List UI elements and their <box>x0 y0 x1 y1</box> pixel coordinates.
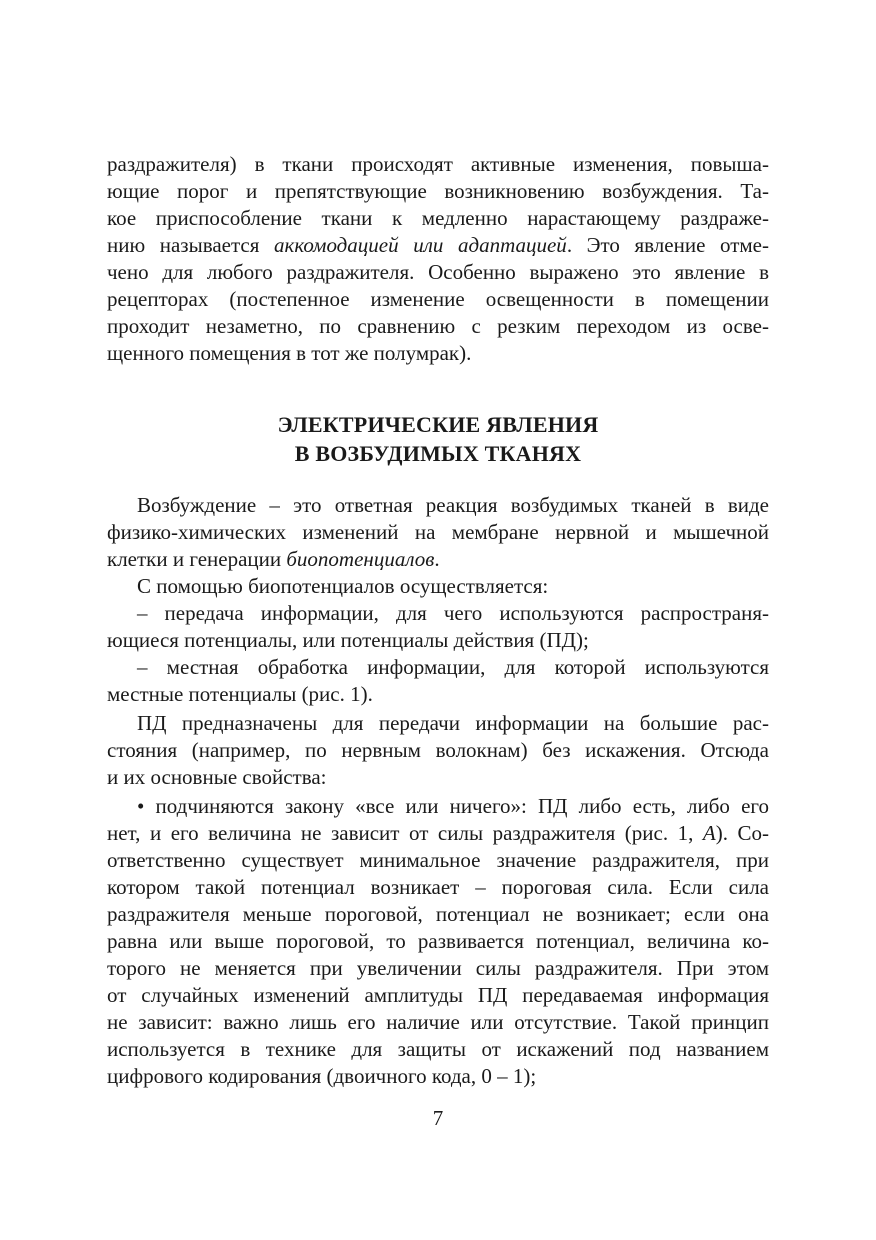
paragraph-line: котором такой потенциал возникает – пороговая сила. Если сила <box>107 875 769 899</box>
paragraph-line: Возбуждение – это ответная реакция возбудимых тканей в виде <box>137 493 769 517</box>
italic-term: А <box>702 821 716 845</box>
paragraph-line: рецепторах (постепенное изменение освещенности в помещении <box>107 287 769 311</box>
paragraph-line: используется в технике для защиты от искажений под названием <box>107 1037 769 1061</box>
paragraph-line: раздражителя меньше пороговой, потенциал не возникает; если она <box>107 902 769 926</box>
paragraph-line: С помощью биопотенциалов осуществляется: <box>137 574 549 598</box>
list-item-line: ющиеся потенциалы, или потенциалы действия (ПД); <box>107 628 589 652</box>
paragraph-line: торого не меняется при увеличении силы раздражителя. При этом <box>107 956 769 980</box>
text-span: клетки и генерации <box>107 547 287 571</box>
text-span: ). Со- <box>715 821 769 845</box>
paragraph-line: ющие порог и препятствующие возникновению возбуждения. Та- <box>107 179 769 203</box>
paragraph-line <box>107 232 769 259</box>
paragraph-line: ответственно существует минимальное значение раздражителя, при <box>107 848 769 872</box>
list-item-line: – передача информации, для чего используются распространя- <box>137 601 769 625</box>
paragraph-line: физико-химических изменений на мембране нервной и мышечной <box>107 520 769 544</box>
paragraph-line: от случайных изменений амплитуды ПД передаваемая информация <box>107 983 769 1007</box>
paragraph-line: не зависит: важно лишь его наличие или отсутствие. Такой принцип <box>107 1010 769 1034</box>
paragraph-line: равна или выше пороговой, то развивается потенциал, величина ко- <box>107 929 769 953</box>
italic-term: аккомодацией или адаптацией <box>274 233 567 257</box>
paragraph-line: чено для любого раздражителя. Особенно выражено это явление в <box>107 260 769 284</box>
paragraph-line: и их основные свойства: <box>107 765 327 789</box>
bullet-item-line: • подчиняются закону «все или ничего»: ПД либо есть, либо его <box>137 794 769 818</box>
paragraph-line: щенного помещения в тот же полумрак). <box>107 341 472 365</box>
list-item-line: – местная обработка информации, для которой используются <box>137 655 769 679</box>
paragraph-line: проходит незаметно, по сравнению с резким переходом из осве- <box>107 314 769 338</box>
paragraph-line: кое приспособление ткани к медленно нарастающему раздраже- <box>107 206 769 230</box>
section-heading-line-1: ЭЛЕКТРИЧЕСКИЕ ЯВЛЕНИЯ <box>277 412 599 437</box>
text-span: . <box>434 547 440 571</box>
italic-term: биопотенциалов <box>286 547 435 571</box>
text-span: нию называется <box>107 233 274 257</box>
paragraph-line: цифрового кодирования (двоичного кода, 0 – 1); <box>107 1064 537 1088</box>
paragraph-line <box>107 820 769 847</box>
text-span: . Это явление отме- <box>566 233 769 257</box>
list-item-line: местные потенциалы (рис. 1). <box>107 682 373 706</box>
paragraph-line: ПД предназначены для передачи информации на большие рас- <box>137 711 769 735</box>
section-heading-line-2: В ВОЗБУДИМЫХ ТКАНЯХ <box>294 441 582 466</box>
text-span: нет, и его величина не зависит от силы раздражителя (рис. 1, <box>107 821 703 845</box>
paragraph-line <box>107 546 769 573</box>
page-number: 7 <box>432 1106 444 1130</box>
paragraph-line: стояния (например, по нервным волокнам) без искажения. Отсюда <box>107 738 769 762</box>
document-page <box>107 0 769 1240</box>
paragraph-line: раздражителя) в ткани происходят активные изменения, повыша- <box>107 152 769 176</box>
